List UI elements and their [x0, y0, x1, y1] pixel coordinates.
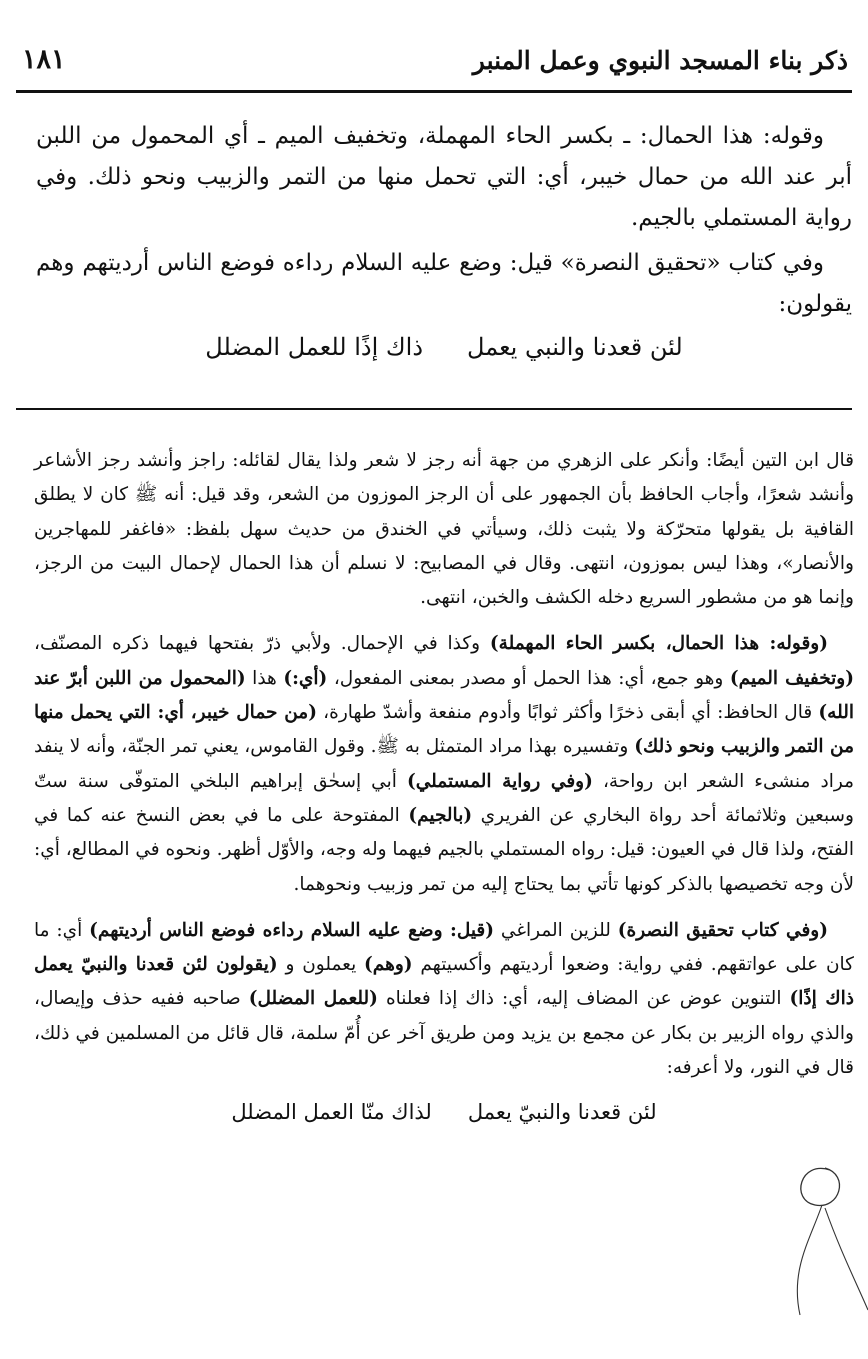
commentary-text-run: التنوين عوض عن المضاف إليه، أي: ذاك إذا فعلناه	[377, 988, 790, 1010]
quoted-lemma: (وهم)	[364, 954, 413, 976]
commentary-text-run: هذا	[245, 667, 284, 689]
quoted-lemma: (بالجيم)	[408, 804, 473, 826]
commentary-text-run: للزين المراغي	[494, 919, 618, 941]
verse-second-hemistich: لذاك منّا العمل المضلل	[231, 1100, 432, 1125]
quoted-lemma: (يقولون لئن قعدنا والنبيّ يعمل ذاك إذًا)	[34, 954, 854, 1010]
page-number: ١٨١	[22, 44, 66, 75]
commentary-verse	[34, 1095, 854, 1129]
commentary-paragraph-3	[34, 914, 854, 1085]
commentary-text-run: يعملون و	[277, 954, 365, 976]
running-title: ذكر بناء المسجد النبوي وعمل المنبر	[472, 46, 848, 75]
verse-second-hemistich: ذاك إذًا للعمل المضلل	[205, 333, 424, 361]
commentary-text-run: المفتوحة على ما في بعض النسخ عنه كما في الفتح، ولذا قال في العيون: قيل: رواه المستملي بالجيم فيهما وله وجه، والأوّل أظهر. ونحوه في المطالع، أي: لأن وجه تخصيصها بالذكر كونها تأتي بما يحتاج إليه من تمر وزبيب ونحوهما.	[34, 804, 854, 895]
quoted-lemma: (المحمول من اللبن أبرّ عند الله)	[34, 667, 854, 724]
quoted-lemma: (وقوله: هذا الحمال، بكسر الحاء المهملة)	[489, 633, 828, 655]
main-paragraph-1: وقوله: هذا الحمال: ـ بكسر الحاء المهملة، وتخفيف الميم ـ أي المحمول من اللبن أبر عند الله من حمال خيبر، أي: التي تحمل منها من التمر والزبيب ونحو ذلك. وفي رواية المستملي بالجيم.	[36, 123, 852, 231]
commentary-text-run: صاحبه ففيه حذف وإيصال، والذي رواه الزبير بن بكار عن مجمع بن يزيد ومن طريق آخر عن أُمّ سلمة، قال قائل من المسلمين في ذلك، قال في النور، ولا أعرفه:	[34, 988, 854, 1079]
commentary-text-run: وهو جمع، أي: هذا الحمل أو مصدر بمعنى المفعول،	[327, 667, 730, 689]
main-paragraph-2: وفي كتاب «تحقيق النصرة» قيل: وضع عليه السلام رداءه فوضع الناس أرديتهم وهم يقولون:	[36, 250, 852, 317]
commentary-text-run: أي: ما كان على عواتقهم. ففي رواية: وضعوا أرديتهم وأكسيتهم	[34, 919, 854, 976]
verse-first-hemistich: لئن قعدنا والنبيّ يعمل	[467, 1100, 657, 1125]
commentary-text	[34, 444, 854, 1130]
footnote-separator	[16, 408, 852, 410]
commentary-text-run: وكذا في الإحمال. ولأبي ذرّ بفتحها فيهما ذكره المصنّف،	[34, 633, 490, 655]
commentary-paragraph-2	[34, 627, 854, 901]
commentary-text-run: قال الحافظ: أي أبقى ذخرًا وأكثر ثوابًا وأدوم منفعة وأشدّ طهارة،	[316, 702, 819, 724]
quoted-lemma: (وفي رواية المستملي)	[406, 770, 593, 792]
quoted-lemma: (للعمل المضلل)	[248, 988, 378, 1010]
main-verse	[36, 327, 852, 368]
main-text	[36, 116, 852, 368]
quoted-lemma: (قيل: وضع عليه السلام رداءه فوضع الناس أرديتهم)	[89, 919, 495, 941]
running-header	[16, 40, 852, 93]
commentary-text-run: وتفسيره بهذا مراد المتمثل به ﷺ. وقول القاموس، يعني تمر الجنّة، وأنه لا ينفد مراد منشىء الشعر ابن رواحة،	[34, 736, 854, 792]
quoted-lemma: (من حمال خيبر، أي: التي يحمل منها من التمر والزبيب ونحو ذلك)	[34, 702, 854, 758]
quoted-lemma: (أي:)	[283, 667, 328, 689]
commentary-text-run: أبي إسحٰق إبراهيم البلخي المتوفّى سنة ستّ وسبعين وثلاثمائة أحد رواة البخاري عن الفريري	[34, 770, 854, 826]
quoted-lemma: (وتخفيف الميم)	[729, 667, 854, 689]
quoted-lemma: (وفي كتاب تحقيق النصرة)	[617, 919, 828, 941]
handwritten-ink-mark	[770, 1150, 868, 1320]
verse-first-hemistich: لئن قعدنا والنبي يعمل	[467, 333, 683, 361]
commentary-paragraph-1: قال ابن التين أيضًا: وأنكر على الزهري من جهة أنه رجز لا شعر ولذا يقال لقائله: راجز وأنشد رجز الأشاعر وأنشد شعرًا، وأجاب الحافظ بأن الجمهور على أن الرجز الموزون من الشعر، وقد قيل: أنه ﷺ كان لا يطلق القافية بل يقولها متحرّكة ولا يثبت ذلك، وسيأتي في الخندق من حديث سهل بلفظ: «فاغفر للمهاجرين والأنصار»، وهذا ليس بموزون، انتهى. وقال في المصابيح: لا نسلم أن هذا الحمال لإحمال البيت من الرجز، وإنما هو من مشطور السريع دخله الكشف والخبن، انتهى.	[34, 450, 854, 609]
